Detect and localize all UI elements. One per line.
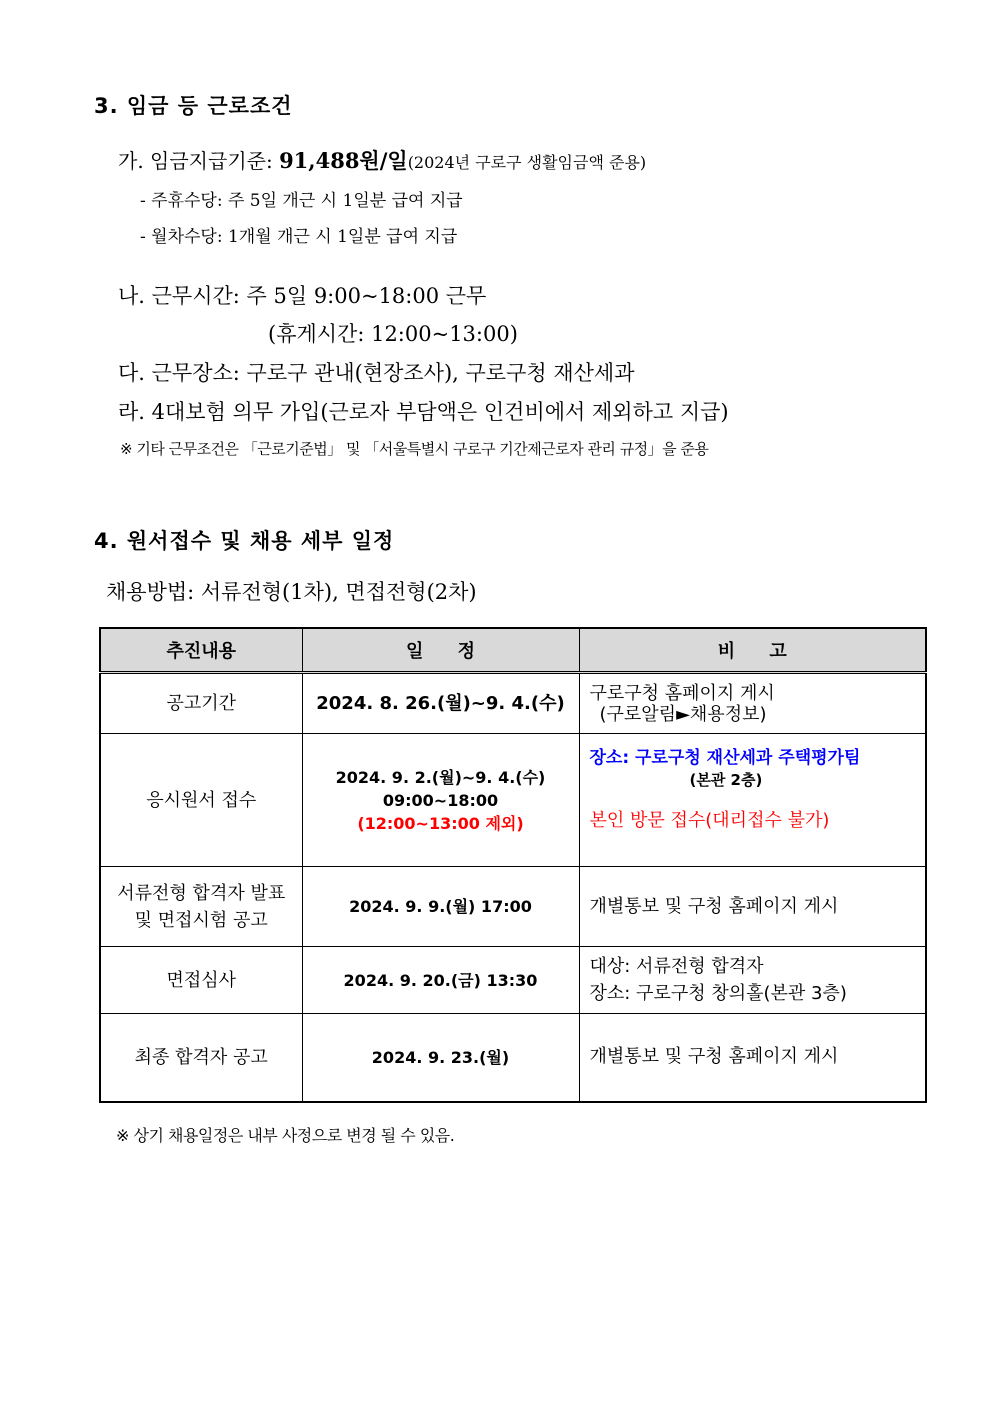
- item-line: 및 면접시험 공고: [134, 909, 268, 931]
- header-remarks: 비 고: [579, 628, 926, 673]
- table-row: [100, 1014, 926, 1102]
- weekly-allowance: - 주휴수당: 주 5일 개근 시 1일분 급여 지급: [140, 191, 463, 211]
- row-date: 2024. 8. 26.(월)~9. 4.(수): [302, 673, 579, 734]
- schedule-footnote: ※ 상기 채용일정은 내부 사정으로 변경 될 수 있음.: [116, 1126, 455, 1145]
- wage-note: (2024년 구로구 생활임금액 준용): [407, 153, 647, 172]
- remarks-line: 대상: 서류전형 합격자: [589, 956, 764, 977]
- remarks-visit: 본인 방문 접수(대리접수 불가): [589, 810, 830, 831]
- row-remarks: [579, 947, 926, 1014]
- table-row: [100, 673, 926, 734]
- date-line: 2024. 9. 2.(월)~9. 4.(수): [335, 767, 546, 787]
- remarks-floor: (본관 2층): [689, 771, 763, 789]
- section3-heading: 3. 임금 등 근로조건: [94, 94, 293, 118]
- monthly-allowance: - 월차수당: 1개월 개근 시 1일분 급여 지급: [140, 227, 458, 247]
- table-header-row: [100, 628, 926, 673]
- remarks-line: 장소: 구로구청 창의홀(본관 3층): [589, 983, 847, 1004]
- row-remarks: [579, 734, 926, 867]
- row-remarks: 개별통보 및 구청 홈페이지 게시: [579, 867, 926, 947]
- work-place: 다. 근무장소: 구로구 관내(현장조사), 구로구청 재산세과: [118, 361, 635, 385]
- remarks-line: (구로알림►채용정보): [599, 703, 767, 725]
- section4-heading: 4. 원서접수 및 채용 세부 일정: [94, 529, 395, 553]
- table-row: [100, 947, 926, 1014]
- row-date: 2024. 9. 9.(월) 17:00: [302, 867, 579, 947]
- date-exclusion: (12:00~13:00 제외): [357, 813, 524, 833]
- section3-note: ※ 기타 근무조건은 「근로기준법」 및 「서울특별시 구로구 기간제근로자 관리 규정」을 준용: [120, 440, 709, 458]
- row-item: 면접심사: [100, 947, 302, 1014]
- insurance: 라. 4대보험 의무 가입(근로자 부담액은 인건비에서 제외하고 지급): [118, 400, 729, 424]
- row-item: [100, 867, 302, 947]
- row-date: 2024. 9. 23.(월): [302, 1014, 579, 1102]
- table-row: [100, 867, 926, 947]
- row-date: 2024. 9. 20.(금) 13:30: [302, 947, 579, 1014]
- row-date: [302, 734, 579, 867]
- header-schedule: 일 정: [302, 628, 579, 673]
- table-row: [100, 734, 926, 867]
- row-remarks: [579, 673, 926, 734]
- wage-standard-label: 가. 임금지급기준:: [118, 149, 280, 173]
- header-item: 추진내용: [100, 628, 302, 673]
- row-item: 최종 합격자 공고: [100, 1014, 302, 1102]
- schedule-table: [99, 627, 927, 1103]
- item-line: 서류전형 합격자 발표: [117, 882, 286, 904]
- hiring-method: 채용방법: 서류전형(1차), 면접전형(2차): [106, 580, 477, 604]
- wage-standard-line: [118, 145, 646, 175]
- remarks-place: 장소: 구로구청 재산세과 주택평가팀: [589, 748, 861, 768]
- row-remarks: 개별통보 및 구청 홈페이지 게시: [579, 1014, 926, 1102]
- remarks-line: 구로구청 홈페이지 게시: [589, 682, 775, 704]
- row-item: 공고기간: [100, 673, 302, 734]
- break-hours: (휴게시간: 12:00~13:00): [268, 322, 518, 346]
- row-item: 응시원서 접수: [100, 734, 302, 867]
- wage-amount: 91,488원/일: [279, 148, 408, 173]
- date-line: 09:00~18:00: [382, 790, 499, 810]
- work-hours: 나. 근무시간: 주 5일 9:00~18:00 근무: [118, 284, 487, 308]
